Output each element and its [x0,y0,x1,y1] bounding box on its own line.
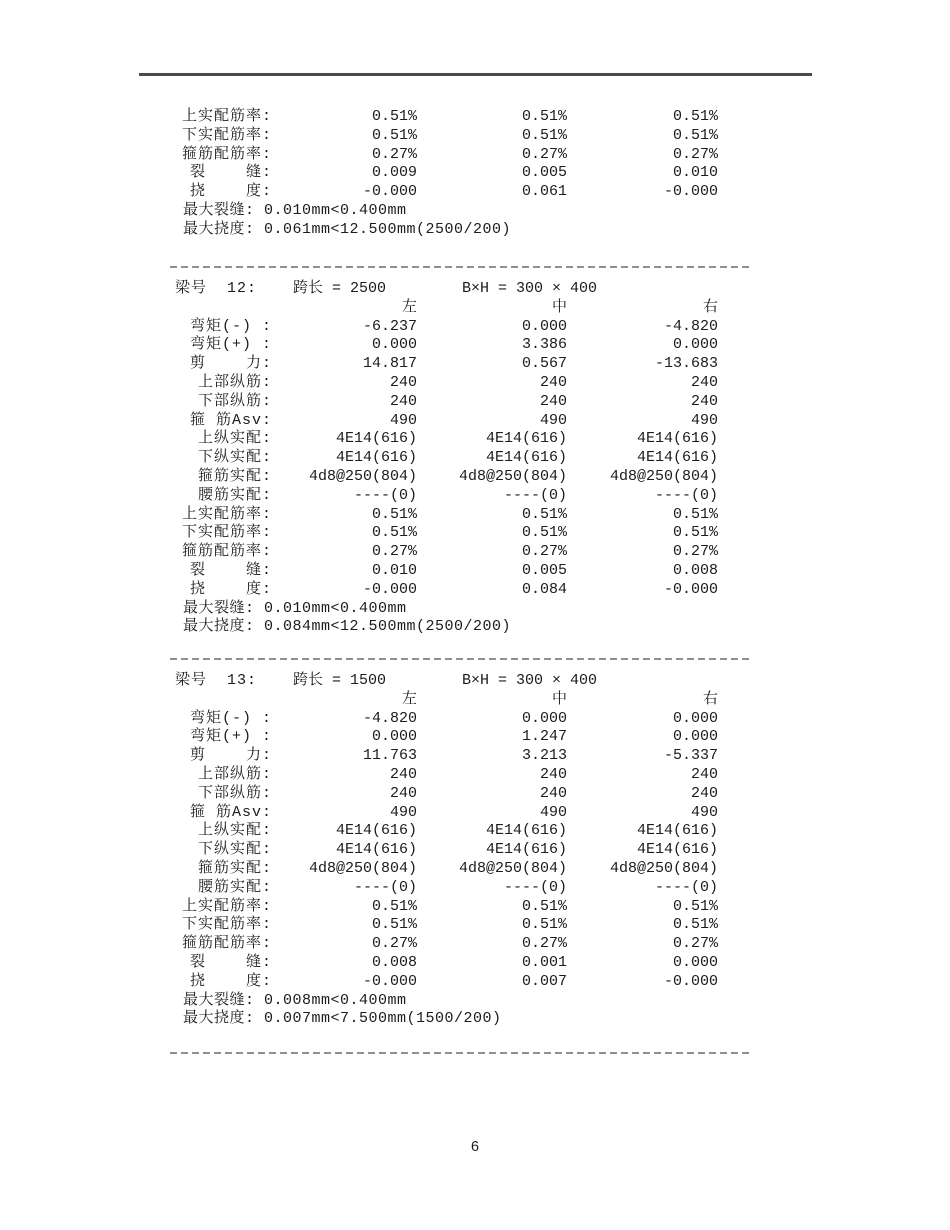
value-middle: 0.51% [521,916,567,934]
row-label: 弯矩(+) : [189,336,272,354]
data-row [0,879,950,898]
value-right: 0.27% [672,145,718,163]
row-label: 腰筋实配: [197,486,272,504]
value-right: 4E14(616) [636,841,718,859]
value-right: 0.000 [672,336,718,354]
value-left: ----(0) [353,878,417,896]
data-row [0,804,950,823]
value-left: 0.27% [371,145,417,163]
value-left: -6.237 [362,317,417,335]
value-middle: 0.51% [521,126,567,144]
value-right: 0.000 [672,728,718,746]
value-right: 0.51% [672,126,718,144]
value-middle: 4d8@250(804) [458,467,567,485]
value-right: 240 [690,392,718,410]
beam-number: 梁号 12: [175,280,258,297]
value-left: 240 [389,373,417,391]
footer-row [0,618,950,637]
data-row [0,916,950,935]
data-row [0,581,950,600]
value-middle: 1.247 [521,728,567,746]
value-middle: 240 [539,765,567,783]
column-header-right: 右 [702,690,718,708]
row-label: 上实配筋率: [181,108,272,125]
row-label: 裂 缝: [189,164,272,182]
data-row [0,108,950,127]
row-label: 下纵实配: [197,449,272,467]
data-row [0,487,950,506]
row-label: 剪 力: [189,747,272,765]
value-right: -13.683 [654,355,718,373]
data-row [0,374,950,393]
data-row [0,822,950,841]
data-row [0,127,950,146]
value-middle: 490 [539,803,567,821]
column-header-left: 左 [401,690,417,708]
value-middle: 3.213 [521,747,567,765]
column-header-row [0,299,950,318]
value-left: -0.000 [362,183,417,201]
row-label: 裂 缝: [189,953,272,971]
value-middle: 0.51% [521,505,567,523]
value-left: 0.000 [371,728,417,746]
value-right: 0.51% [672,505,718,523]
beam-13-section [0,672,950,1029]
value-middle: 0.061 [521,183,567,201]
value-left: ----(0) [353,486,417,504]
limit-check-note: 最大裂缝: 0.010mm<0.400mm [183,201,407,219]
value-right: 0.000 [672,953,718,971]
data-row [0,860,950,879]
limit-check-note: 最大挠度: 0.061mm<12.500mm(2500/200) [183,220,512,238]
value-left: 0.51% [371,916,417,934]
value-right: 240 [690,373,718,391]
row-label: 箍筋实配: [197,859,272,877]
value-middle: 0.27% [521,543,567,561]
value-right: -0.000 [663,183,718,201]
value-right: 490 [690,411,718,429]
row-label: 挠 度: [189,972,272,990]
value-middle: 4E14(616) [485,841,567,859]
value-right: ----(0) [654,878,718,896]
value-middle: 0.51% [521,524,567,542]
value-left: -4.820 [362,709,417,727]
row-label: 下实配筋率: [181,916,272,934]
value-middle: 0.001 [521,953,567,971]
data-row [0,164,950,183]
beam-section-size: B×H = 300 × 400 [462,672,598,689]
beam-section-size: B×H = 300 × 400 [462,280,598,297]
value-right: 0.51% [672,524,718,542]
beam-span-length: 跨长 = 1500 [293,672,387,689]
value-left: 0.51% [371,524,417,542]
data-row [0,935,950,954]
row-label: 上实配筋率: [181,505,272,523]
row-label: 上实配筋率: [181,897,272,915]
value-middle: ----(0) [503,878,567,896]
row-label: 上纵实配: [197,822,272,840]
value-right: 0.51% [672,108,718,125]
data-row [0,146,950,165]
row-label: 上部纵筋: [197,373,272,391]
value-middle: 4E14(616) [485,822,567,840]
value-right: ----(0) [654,486,718,504]
row-label: 上部纵筋: [197,765,272,783]
value-middle: 490 [539,411,567,429]
row-label: 箍 筋Asv: [189,411,272,429]
row-label: 箍筋配筋率: [181,145,272,163]
value-middle: 0.51% [521,108,567,125]
row-label: 弯矩(-) : [189,317,272,335]
value-left: 4E14(616) [335,822,417,840]
data-row [0,973,950,992]
row-label: 挠 度: [189,580,272,598]
data-row [0,412,950,431]
row-label: 挠 度: [189,183,272,201]
beam-header-row [0,280,950,299]
value-right: 240 [690,765,718,783]
row-label: 箍筋实配: [197,467,272,485]
value-middle: 0.005 [521,164,567,182]
value-right: -5.337 [663,747,718,765]
value-right: 0.51% [672,897,718,915]
column-header-middle: 中 [551,690,567,708]
page-number: 6 [470,1140,480,1156]
value-right: 240 [690,784,718,802]
value-left: 0.008 [371,953,417,971]
data-row [0,524,950,543]
value-middle: 0.27% [521,145,567,163]
footer-row [0,221,950,240]
section-divider [170,658,753,660]
row-label: 剪 力: [189,355,272,373]
value-middle: 240 [539,784,567,802]
value-middle: 0.007 [521,972,567,990]
value-middle: 240 [539,392,567,410]
value-right: 0.27% [672,543,718,561]
row-label: 下部纵筋: [197,784,272,802]
column-header-middle: 中 [551,298,567,316]
data-row [0,766,950,785]
row-label: 弯矩(+) : [189,728,272,746]
value-middle: 0.000 [521,317,567,335]
value-left: 4E14(616) [335,430,417,448]
data-row [0,785,950,804]
value-left: 240 [389,392,417,410]
data-row [0,543,950,562]
value-left: 4E14(616) [335,841,417,859]
value-middle: 3.386 [521,336,567,354]
row-label: 箍筋配筋率: [181,935,272,953]
value-middle: 0.51% [521,897,567,915]
row-label: 箍 筋Asv: [189,803,272,821]
limit-check-note: 最大裂缝: 0.010mm<0.400mm [183,599,407,617]
value-middle: ----(0) [503,486,567,504]
value-left: 0.27% [371,935,417,953]
value-right: 4d8@250(804) [609,859,718,877]
value-left: 0.009 [371,164,417,182]
value-right: -0.000 [663,972,718,990]
row-label: 下实配筋率: [181,126,272,144]
data-row [0,183,950,202]
value-left: 14.817 [362,355,417,373]
row-label: 腰筋实配: [197,878,272,896]
data-row [0,841,950,860]
data-row [0,506,950,525]
value-right: -0.000 [663,580,718,598]
value-left: 11.763 [362,747,417,765]
value-middle: 4d8@250(804) [458,859,567,877]
value-right: 0.27% [672,935,718,953]
section-divider [170,1052,753,1054]
footer-row [0,600,950,619]
data-row [0,562,950,581]
data-row [0,710,950,729]
value-right: 4d8@250(804) [609,467,718,485]
data-row [0,430,950,449]
data-row [0,898,950,917]
footer-row [0,202,950,221]
beam-12-section [0,280,950,637]
value-right: 4E14(616) [636,449,718,467]
data-row [0,336,950,355]
data-row [0,954,950,973]
value-middle: 0.27% [521,935,567,953]
value-left: 4d8@250(804) [308,467,417,485]
value-middle: 0.084 [521,580,567,598]
value-left: -0.000 [362,580,417,598]
value-left: 0.000 [371,336,417,354]
limit-check-note: 最大挠度: 0.084mm<12.500mm(2500/200) [183,618,512,636]
row-label: 下纵实配: [197,841,272,859]
data-row [0,728,950,747]
value-middle: 0.000 [521,709,567,727]
data-row [0,449,950,468]
value-left: 0.51% [371,126,417,144]
value-left: 240 [389,784,417,802]
row-label: 裂 缝: [189,561,272,579]
row-label: 弯矩(-) : [189,709,272,727]
value-right: 0.51% [672,916,718,934]
value-left: 0.51% [371,505,417,523]
value-right: 0.000 [672,709,718,727]
footer-row [0,992,950,1011]
value-left: 4d8@250(804) [308,859,417,877]
value-left: 240 [389,765,417,783]
value-left: 0.51% [371,108,417,125]
value-left: 490 [389,803,417,821]
data-row [0,318,950,337]
value-left: 0.51% [371,897,417,915]
value-middle: 4E14(616) [485,430,567,448]
value-left: 490 [389,411,417,429]
beam-header-row [0,672,950,691]
data-row [0,355,950,374]
row-label: 箍筋配筋率: [181,543,272,561]
value-left: 0.27% [371,543,417,561]
row-label: 下部纵筋: [197,392,272,410]
value-left: -0.000 [362,972,417,990]
value-right: 4E14(616) [636,822,718,840]
beam-number: 梁号 13: [175,672,258,689]
column-header-row [0,691,950,710]
row-label: 下实配筋率: [181,524,272,542]
value-middle: 0.005 [521,561,567,579]
value-middle: 240 [539,373,567,391]
row-label: 上纵实配: [197,430,272,448]
value-middle: 4E14(616) [485,449,567,467]
column-header-left: 左 [401,298,417,316]
column-header-right: 右 [702,298,718,316]
value-right: 0.010 [672,164,718,182]
value-left: 4E14(616) [335,449,417,467]
data-row [0,747,950,766]
limit-check-note: 最大裂缝: 0.008mm<0.400mm [183,991,407,1009]
value-right: 490 [690,803,718,821]
footer-row [0,1010,950,1029]
value-right: 0.008 [672,561,718,579]
value-left: 0.010 [371,561,417,579]
value-middle: 0.567 [521,355,567,373]
page-header-rule [139,73,812,76]
limit-check-note: 最大挠度: 0.007mm<7.500mm(1500/200) [183,1010,502,1028]
value-right: 4E14(616) [636,430,718,448]
section-divider [170,266,753,268]
value-right: -4.820 [663,317,718,335]
beam-span-length: 跨长 = 2500 [293,280,387,297]
data-row [0,468,950,487]
beam-results-tail-section [0,108,950,240]
data-row [0,393,950,412]
